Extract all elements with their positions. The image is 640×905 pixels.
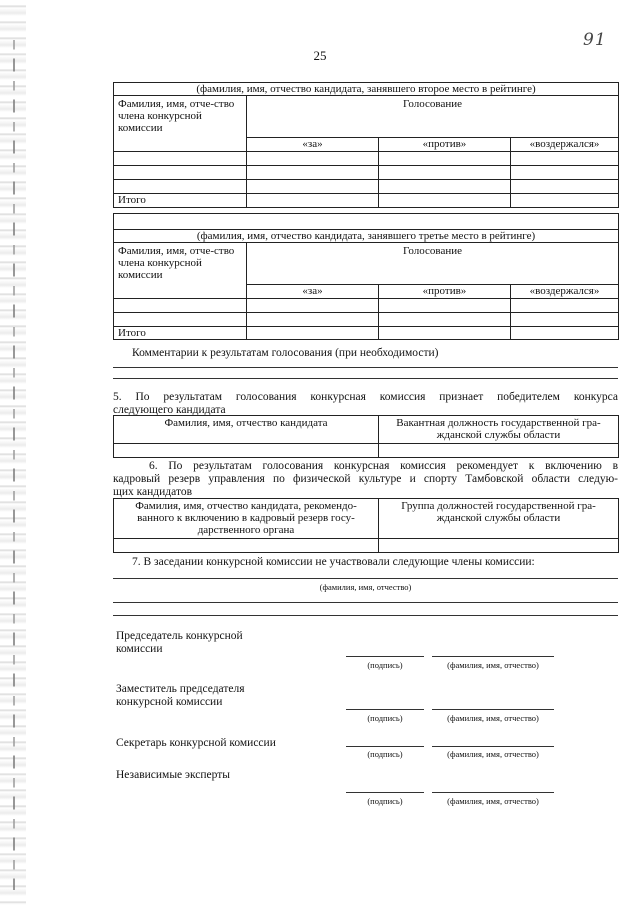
comments-label: Комментарии к результатам голосования (при необходимости): [132, 347, 439, 359]
name-caption: (фамилия, имя, отчество): [447, 796, 539, 806]
table-caption: (фамилия, имя, отчество кандидата, занявшего второе место в рейтинге): [114, 83, 619, 96]
voting-table-third-place: [113, 213, 619, 340]
name-caption: (фамилия, имя, отчество): [447, 713, 539, 723]
name-caption: (фамилия, имя, отчество): [447, 749, 539, 759]
total-label: Итого: [114, 327, 247, 340]
voting-header: Голосование: [247, 243, 619, 285]
comments-line: [113, 378, 618, 379]
signature-line: [346, 746, 424, 747]
section7-text: 7. В заседании конкурсной комиссии не участвовали следующие члены комиссии:: [132, 556, 535, 568]
signature-line: [346, 656, 424, 657]
table-row: [114, 166, 619, 180]
signature-line: [346, 709, 424, 710]
col-candidate-name: Фамилия, имя, отчество кандидата: [114, 416, 379, 444]
total-label: Итого: [114, 194, 247, 208]
col-abstain: «воздержался»: [511, 138, 619, 152]
col-position-group: Группа должностей государственной гра-жданской службы области: [379, 499, 619, 539]
voting-table-second-place: [113, 82, 619, 208]
table-row: [114, 313, 619, 327]
signature-caption: (подпись): [367, 713, 403, 723]
signature-line: [346, 792, 424, 793]
name-line: [432, 656, 554, 657]
col-against: «против»: [379, 285, 511, 299]
table-row: [114, 444, 619, 458]
name-line: [432, 746, 554, 747]
signature-caption: (подпись): [367, 660, 403, 670]
col-for: «за»: [247, 285, 379, 299]
binding-marks: [13, 40, 15, 890]
col-against: «против»: [379, 138, 511, 152]
name-line: [432, 792, 554, 793]
member-header: Фамилия, имя, отче-ство члена конкурсной комиссии: [114, 96, 247, 152]
reserve-table: [113, 498, 619, 553]
section5-text-line1: 5. По результатам голосования конкурсная комиссия признает победителем конкурса: [113, 391, 618, 403]
absent-members-caption: (фамилия, имя, отчество): [319, 582, 412, 592]
section5-text-line2: следующего кандидата: [113, 404, 226, 416]
table-row: [114, 180, 619, 194]
experts-label: Независимые эксперты: [116, 769, 230, 781]
winner-table: [113, 415, 619, 458]
name-caption: (фамилия, имя, отчество): [447, 660, 539, 670]
table-caption: (фамилия, имя, отчество кандидата, занявшего третье место в рейтинге): [114, 230, 619, 243]
member-header: Фамилия, имя, отче-ство члена конкурсной комиссии: [114, 243, 247, 299]
signature-caption: (подпись): [367, 749, 403, 759]
chairman-label: Председатель конкурсной комиссии: [116, 630, 243, 655]
voting-header: Голосование: [247, 96, 619, 138]
comments-line: [113, 367, 618, 368]
col-abstain: «воздержался»: [511, 285, 619, 299]
page-number: 25: [313, 48, 327, 63]
section6-text-line2: кадровый резерв управления по физической культуре и спорту Тамбовской области следую-: [113, 473, 618, 485]
table-row: [114, 152, 619, 166]
col-vacant-position: Вакантная должность государственной гра-жданской службы области: [379, 416, 619, 444]
absent-members-line: [113, 615, 618, 616]
col-for: «за»: [247, 138, 379, 152]
col-candidate-name: Фамилия, имя, отчество кандидата, рекомендо-ванного к включению в кадровый резерв госу-дарственного органа: [114, 499, 379, 539]
section6-text-line1: 6. По результатам голосования конкурсная комиссия рекомендует к включению в: [149, 460, 618, 472]
name-line: [432, 709, 554, 710]
absent-members-line: [113, 578, 618, 579]
section6-text-line3: щих кандидатов: [113, 486, 193, 498]
signature-caption: (подпись): [367, 796, 403, 806]
table-row: [114, 539, 619, 553]
table-row: [114, 299, 619, 313]
handwritten-page-mark: 91: [583, 30, 607, 50]
absent-members-line: [113, 602, 618, 603]
deputy-label: Заместитель председателя конкурсной комиссии: [116, 683, 245, 708]
secretary-label: Секретарь конкурсной комиссии: [116, 737, 276, 749]
